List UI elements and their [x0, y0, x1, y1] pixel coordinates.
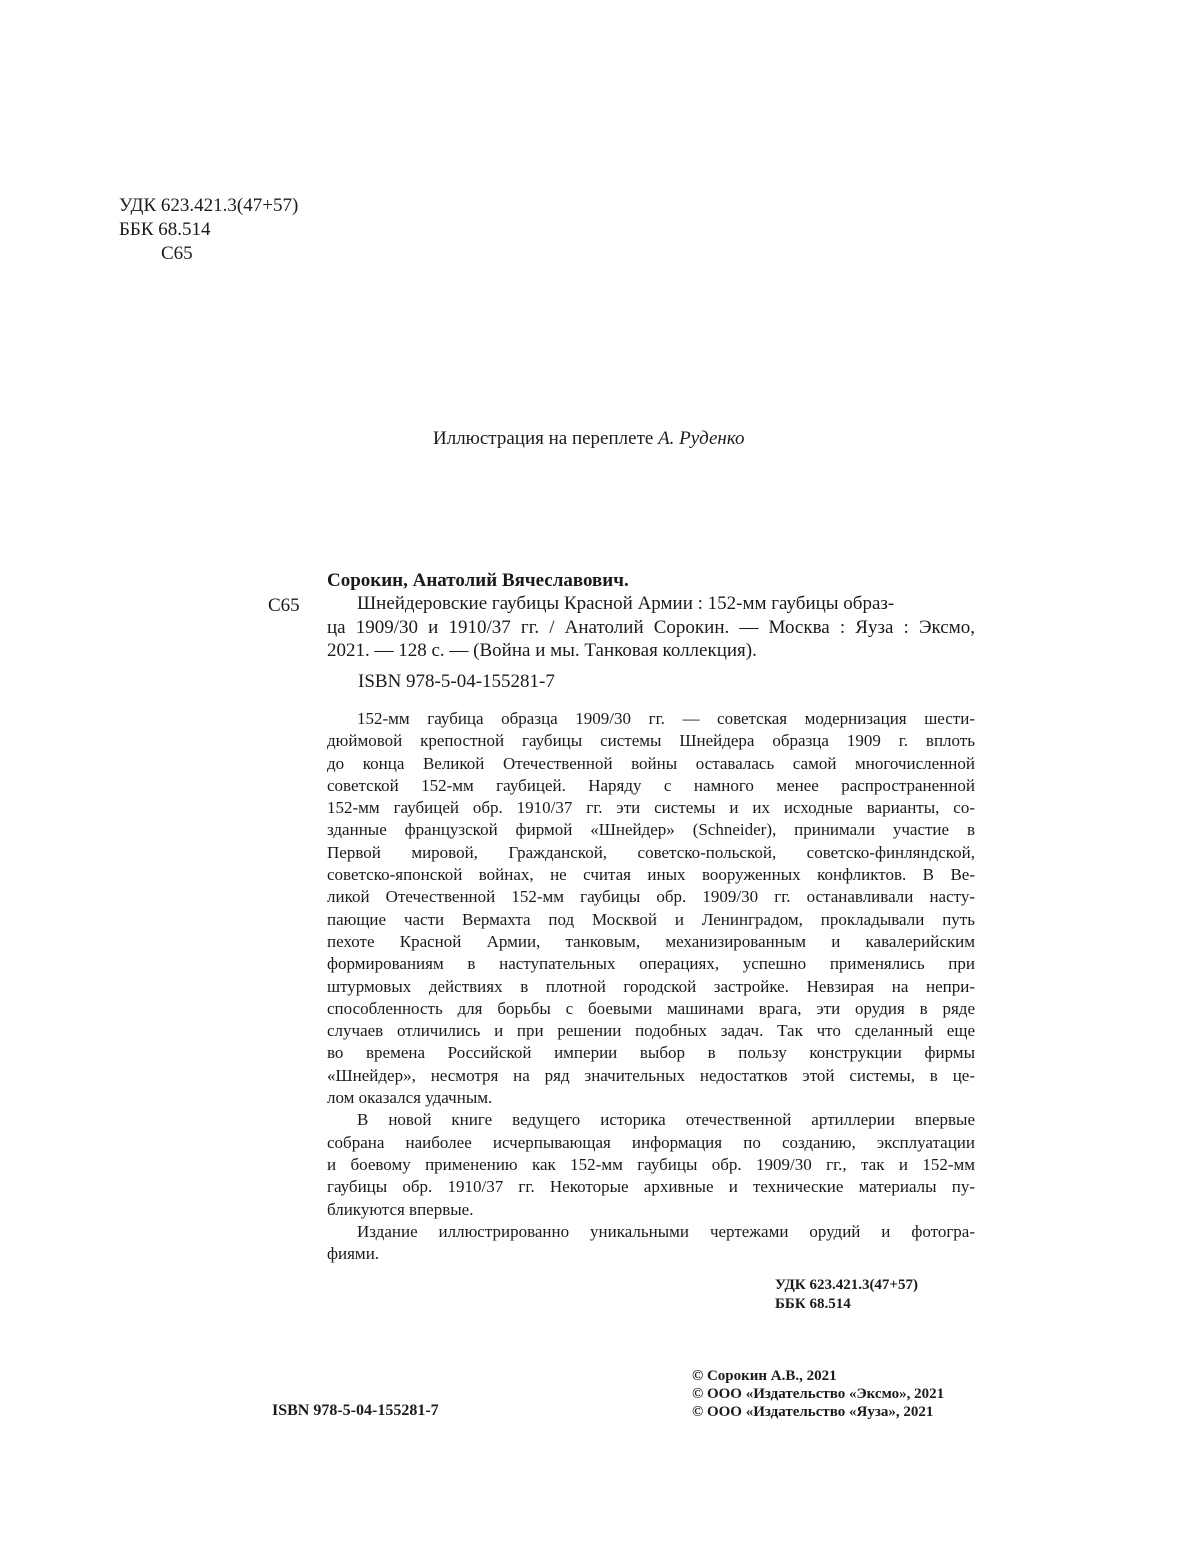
footer-bbk: ББК 68.514 [775, 1296, 851, 1312]
copyright-block [692, 1367, 944, 1421]
annotation-line: гаубицы обр. 1910/37 гг. Некоторые архивные и технические материалы пу- [327, 1177, 975, 1197]
annotation-line: формированиям в наступательных операциях, успешно применялись при [327, 954, 975, 974]
annotation-line: В новой книге ведущего историка отечественной артиллерии впервые [357, 1110, 975, 1130]
annotation-line: «Шнейдер», несмотря на ряд значительных недостатков этой системы, в це- [327, 1065, 975, 1085]
annotation-line: случаев отличились и при решении подобных задач. Так что сделанный еще [327, 1021, 975, 1041]
footer-isbn: ISBN 978-5-04-155281-7 [272, 1402, 439, 1419]
classification-codes [119, 194, 298, 266]
annotation-line: фиями. [327, 1244, 380, 1264]
annotation-line: пехоте Красной Армии, танковым, механизированным и кавалерийским [327, 931, 975, 951]
footer-udk: УДК 623.421.3(47+57) [775, 1277, 918, 1293]
udk-code: УДК 623.421.3(47+57) [119, 195, 299, 216]
annotation-line: пающие части Вермахта под Москвой и Ленинградом, прокладывали путь [327, 909, 975, 929]
illustration-credit [433, 427, 745, 451]
annotation-line: штурмовых действиях в плотной городской застройке. Невзирая на непри- [327, 976, 975, 996]
copyright-line: © ООО «Издательство «Яуза», 2021 [692, 1404, 934, 1420]
annotation-line: до конца Великой Отечественной войны оставалась самой многочисленной [327, 753, 975, 773]
annotation-line: бликуются впервые. [327, 1199, 474, 1219]
annotation-line: зданные французской фирмой «Шнейдер» (Schneider), принимали участие в [327, 820, 975, 840]
catalog-mark: С65 [268, 595, 300, 616]
author-mark: С65 [161, 243, 193, 264]
annotation-paragraph [327, 708, 975, 1109]
annotation-line: способленность для борьбы с боевыми машинами врага, эти орудия в ряде [327, 998, 975, 1018]
entry-isbn: ISBN 978-5-04-155281-7 [358, 671, 555, 692]
annotation [327, 708, 975, 1265]
illustration-artist: А. Руденко [658, 428, 745, 449]
illustration-label: Иллюстрация на переплете [433, 428, 654, 449]
annotation-paragraph [327, 1109, 975, 1220]
copyright-line: © ООО «Издательство «Эксмо», 2021 [692, 1386, 945, 1402]
annotation-line: 152-мм гаубицей обр. 1910/37 гг. эти системы и их исходные варианты, со- [327, 798, 975, 818]
annotation-line: ликой Отечественной 152-мм гаубицы обр. 1909/30 гг. останавливали насту- [327, 887, 975, 907]
catalog-author: Сорокин, Анатолий Вячеславович. [327, 570, 629, 591]
biblio-line: Шнейдеровские гаубицы Красной Армии : 152-мм гаубицы образ- [357, 593, 895, 614]
biblio-line: 2021. — 128 с. — (Война и мы. Танковая коллекция). [327, 640, 757, 661]
annotation-line: и боевому применению как 152-мм гаубицы обр. 1909/30 гг., так и 152-мм [327, 1154, 975, 1174]
annotation-line: Издание иллюстрированно уникальными чертежами орудий и фотогра- [357, 1221, 975, 1241]
annotation-line: собрана наиболее исчерпывающая информация по созданию, эксплуатации [327, 1132, 975, 1152]
annotation-line: во времена Российской империи выбор в пользу конструкции фирмы [327, 1043, 975, 1063]
copyright-line: © Сорокин А.В., 2021 [692, 1368, 837, 1384]
biblio-line: ца 1909/30 и 1910/37 гг. / Анатолий Сорокин. — Москва : Яуза : Эксмо, [327, 616, 975, 638]
annotation-line: лом оказался удачным. [327, 1088, 493, 1108]
annotation-line: Первой мировой, Гражданской, советско-польской, советско-финляндской, [327, 842, 975, 862]
bbk-code: ББК 68.514 [119, 219, 211, 240]
annotation-line: советско-японской войнах, не считая иных вооруженных конфликтов. В Ве- [327, 865, 975, 885]
footer-codes [775, 1276, 918, 1314]
annotation-line: советской 152-мм гаубицей. Наряду с намного менее распространенной [327, 775, 975, 795]
bibliographic-description [327, 592, 975, 663]
annotation-paragraph [327, 1221, 975, 1266]
annotation-line: 152-мм гаубица образца 1909/30 гг. — советская модернизация шести- [357, 709, 975, 728]
annotation-line: дюймовой крепостной гаубицы системы Шнейдера образца 1909 г. вплоть [327, 731, 975, 751]
